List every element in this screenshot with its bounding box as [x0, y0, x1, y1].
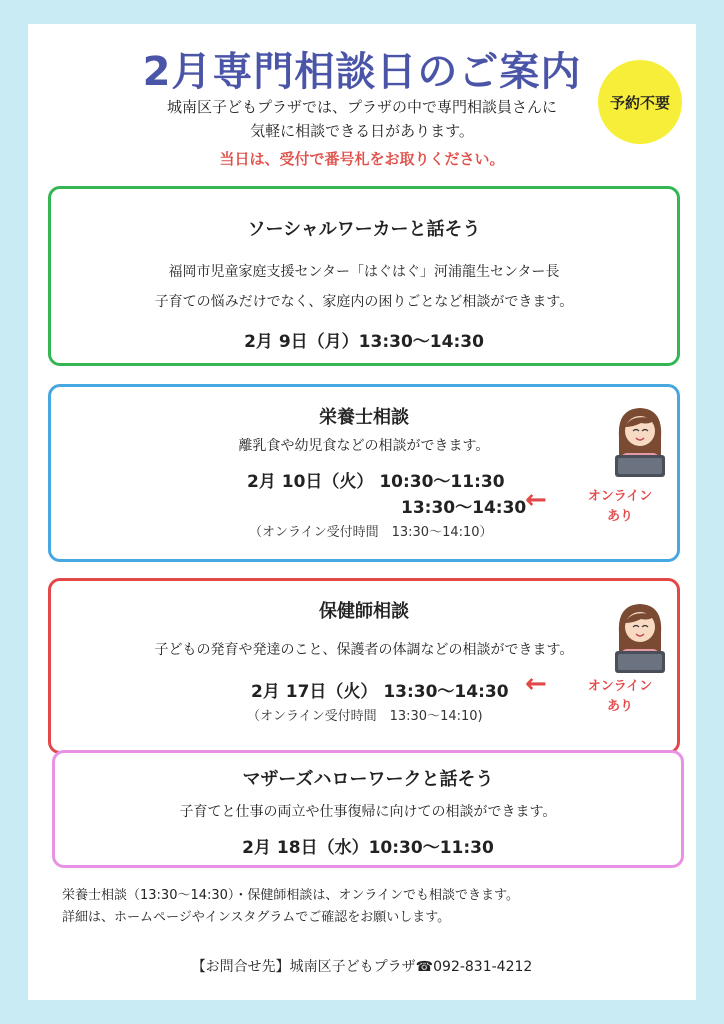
- session-date: 2月 18日（水）10:30〜11:30: [242, 838, 494, 858]
- online-label-line-2: あり: [606, 699, 633, 714]
- online-reception-time: （オンライン受付時間 13:30〜14:10）: [249, 525, 493, 540]
- session-description: 子どもの発育や発達のこと、保護者の体調などの相談ができます。: [154, 642, 574, 658]
- session-card-mothers-hello-work: [52, 750, 684, 868]
- footer-note-line-2: 詳細は、ホームページやインスタグラムでご確認をお願いします。: [62, 910, 451, 925]
- flyer-page: [28, 24, 696, 1000]
- online-label-line-1: オンライン: [587, 489, 653, 504]
- session-card-public-health-nurse: [48, 578, 680, 754]
- intro-notice: 当日は、受付で番号札をお取りください。: [219, 150, 505, 168]
- session-description: 子育ての悩みだけでなく、家庭内の困りごとなど相談ができます。: [154, 294, 574, 310]
- session-description: 離乳食や幼児食などの相談ができます。: [238, 438, 490, 454]
- no-reservation-badge: 予約不要: [598, 60, 682, 144]
- left-arrow-icon: ←: [525, 669, 547, 699]
- intro-line-2: 気軽に相談できる日があります。: [250, 122, 474, 140]
- online-available-label: [575, 677, 665, 717]
- session-card-social-worker: [48, 186, 680, 366]
- online-available-label: [575, 487, 665, 527]
- woman-with-laptop-icon: [611, 599, 669, 675]
- contact-info: 【お問合せ先】城南区子どもプラザ☎092-831-4212: [191, 959, 533, 975]
- session-date-second: 13:30〜14:30: [401, 498, 527, 518]
- session-heading: マザーズハローワークと話そう: [242, 769, 494, 790]
- online-label-line-1: オンライン: [587, 679, 653, 694]
- left-arrow-icon: ←: [525, 485, 547, 515]
- session-description: 子育てと仕事の両立や仕事復帰に向けての相談ができます。: [179, 804, 557, 820]
- woman-with-laptop-icon: [611, 403, 669, 479]
- session-heading: 栄養士相談: [319, 407, 409, 428]
- session-date: 2月 17日（火） 13:30〜14:30: [251, 682, 509, 702]
- session-description: 福岡市児童家庭支援センター「はぐはぐ」河浦龍生センター長: [168, 264, 560, 280]
- footer-note-line-1: 栄養士相談（13:30〜14:30）・保健師相談は、オンラインでも相談できます。: [62, 888, 519, 903]
- session-card-nutritionist: [48, 384, 680, 562]
- session-date: 2月 10日（火） 10:30〜11:30: [247, 472, 505, 492]
- online-label-line-2: あり: [606, 509, 633, 524]
- session-heading: ソーシャルワーカーと話そう: [247, 219, 481, 240]
- session-date: 2月 9日（月）13:30〜14:30: [244, 332, 484, 352]
- page-title: 2月専門相談日のご案内: [142, 49, 582, 95]
- online-reception-time: （オンライン受付時間 13:30〜14:10): [247, 709, 483, 724]
- intro-line-1: 城南区子どもプラザでは、プラザの中で専門相談員さんに: [166, 98, 557, 116]
- session-heading: 保健師相談: [319, 601, 409, 622]
